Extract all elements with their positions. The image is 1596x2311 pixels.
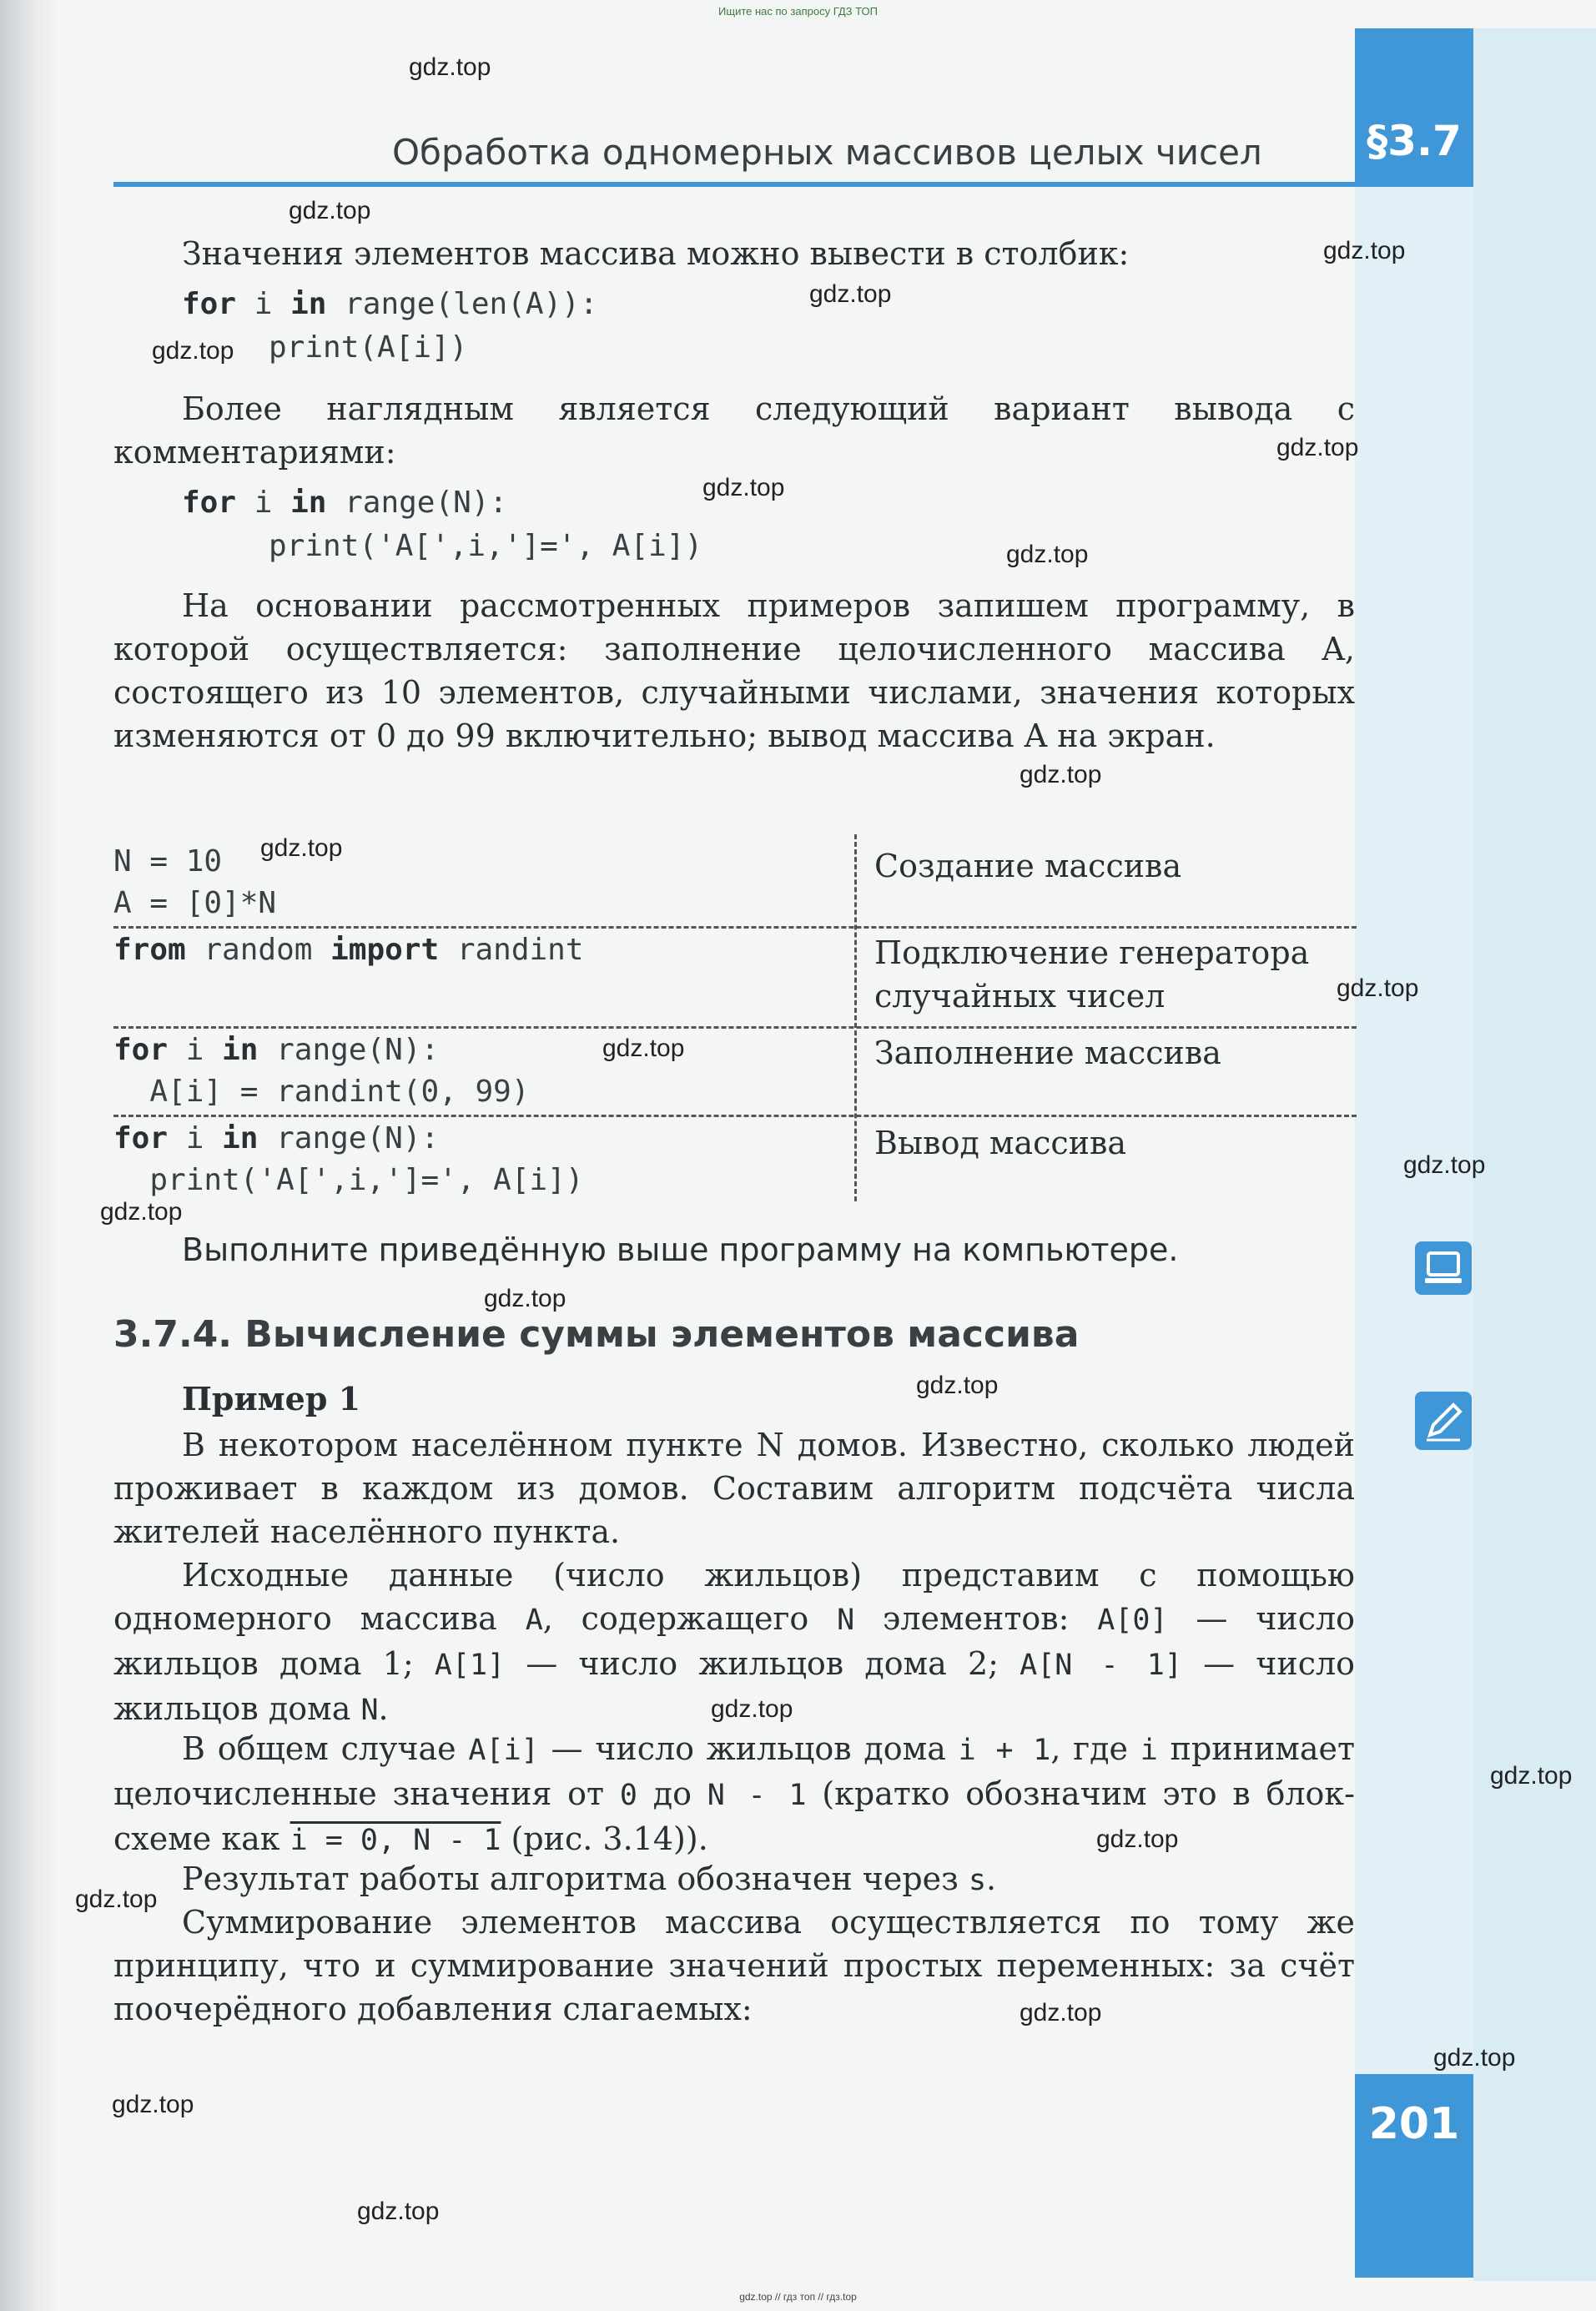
keyword: for	[113, 1121, 169, 1156]
text: (рис. 3.14)).	[501, 1820, 708, 1857]
table-column-divider	[854, 834, 857, 1201]
keyword: for	[113, 1033, 169, 1067]
paragraph-result	[113, 1857, 1355, 1902]
code-line: N = 10	[113, 844, 223, 879]
table-row-divider	[113, 926, 1357, 929]
var-s: s	[968, 1864, 987, 1897]
code-snippet-2	[182, 482, 507, 524]
book-spine-shadow	[0, 0, 58, 2311]
subsection-heading: 3.7.4. Вычисление суммы элементов массива	[113, 1313, 1080, 1356]
var-N: N	[837, 1604, 855, 1637]
watermark: gdz.top	[1020, 761, 1102, 788]
keyword: for	[182, 486, 237, 520]
code-text: range(N):	[258, 1033, 440, 1067]
text: .	[378, 1690, 389, 1727]
watermark: gdz.top	[702, 474, 785, 501]
text: — число жильцов дома	[538, 1730, 959, 1767]
code-text: i	[236, 486, 291, 520]
text: В общем случае	[182, 1730, 469, 1767]
watermark: gdz.top	[711, 1695, 793, 1723]
var-AN1: A[N - 1]	[1020, 1649, 1182, 1682]
watermark: gdz.top	[289, 197, 371, 224]
code-text: range(N):	[326, 486, 508, 520]
text: — число жильцов дома 2;	[505, 1645, 1020, 1682]
table-row-4-desc: Вывод массива	[874, 1125, 1127, 1161]
keyword: in	[290, 486, 327, 520]
code-text: i	[236, 287, 291, 321]
paragraph-example-task: В некотором населённом пункте N домов. Известно, сколько людей проживает в каждом из домов. Составим алгоритм подсчёта числа жителей населённого пункта.	[113, 1427, 1355, 1550]
code-line: print('A[',i,']=', A[i])	[113, 1163, 584, 1197]
watermark: gdz.top	[1403, 1151, 1486, 1179]
keyword: in	[290, 287, 327, 321]
text: .	[986, 1860, 997, 1897]
table-row-divider	[113, 1026, 1357, 1029]
watermark: gdz.top	[1006, 541, 1089, 568]
keyword: import	[330, 933, 440, 967]
watermark: gdz.top	[1276, 434, 1359, 461]
text: Исходные данные (число жильцов) представим с помощью одномерного массива	[113, 1557, 1355, 1637]
watermark: gdz.top	[100, 1198, 183, 1226]
text: Результат работы алгоритма обозначен через	[182, 1860, 969, 1897]
code-snippet-2-line-2: print('A[',i,']=', A[i])	[269, 529, 703, 563]
keyword: from	[113, 933, 186, 967]
var-i-plus-1: i + 1	[958, 1734, 1051, 1767]
code-text: random	[185, 933, 331, 967]
watermark: gdz.top	[809, 280, 892, 308]
table-row-3-desc: Заполнение массива	[874, 1035, 1221, 1071]
table-row-2-desc: Подключение генератора случайных чисел	[874, 934, 1310, 1015]
var-A: A	[525, 1604, 543, 1637]
var-A1: A[1]	[434, 1649, 506, 1682]
bottom-note: gdz.top // гдз топ // гдз.top	[739, 2291, 857, 2303]
var-i: i	[1140, 1734, 1158, 1767]
paragraph-summation: Суммирование элементов массива осуществляется по тому же принципу, что и суммирование значений простых переменных: за счёт поочерёдного добавления слагаемых:	[113, 1904, 1355, 2027]
margin-column	[1355, 187, 1473, 2106]
value-0: 0	[619, 1779, 637, 1812]
run-note: Выполните приведённую выше программу на компьютере.	[182, 1231, 1179, 1268]
keyword: for	[182, 287, 237, 321]
text: до	[637, 1775, 707, 1812]
text: (кратко обозначим это в блок-схеме как	[113, 1775, 1355, 1857]
watermark: gdz.top	[1337, 974, 1419, 1002]
watermark: gdz.top	[1433, 2044, 1516, 2072]
table-row-divider	[113, 1115, 1357, 1117]
header-rule	[113, 182, 1357, 187]
code-line: A = [0]*N	[113, 886, 277, 920]
code-line: A[i] = randint(0, 99)	[113, 1075, 530, 1109]
watermark: gdz.top	[484, 1285, 566, 1312]
text: , где	[1050, 1730, 1140, 1767]
watermark: gdz.top	[409, 53, 491, 81]
code-text: randint	[439, 933, 584, 967]
page-number: 201	[1368, 2099, 1460, 2149]
program-table	[113, 834, 1357, 1201]
table-row-1-code	[113, 841, 848, 924]
var-Ai: A[i]	[468, 1734, 539, 1767]
watermark: gdz.top	[602, 1035, 685, 1062]
var-A0: A[0]	[1097, 1604, 1168, 1637]
text: — число жильцов дома	[113, 1645, 1355, 1727]
computer-icon	[1415, 1241, 1472, 1295]
section-number: §3.7	[1367, 117, 1462, 165]
table-row-4-code	[113, 1118, 848, 1201]
var-N: N	[360, 1694, 379, 1727]
watermark: gdz.top	[916, 1372, 999, 1399]
top-note: Ищите нас по запросу ГДЗ ТОП	[718, 5, 878, 18]
code-snippet-1-line-2: print(A[i])	[269, 330, 468, 365]
keyword: in	[222, 1121, 259, 1156]
watermark: gdz.top	[75, 1886, 158, 1913]
text: элементов:	[854, 1600, 1098, 1637]
code-text: range(len(A)):	[326, 287, 598, 321]
watermark: gdz.top	[1490, 1762, 1573, 1790]
table-row-1-desc: Создание массива	[874, 848, 1182, 884]
paragraph-output-comments: Более наглядным является следующий вариант вывода с комментариями:	[113, 390, 1355, 471]
watermark: gdz.top	[357, 2198, 440, 2225]
keyword: in	[222, 1033, 259, 1067]
table-row-3-code	[113, 1030, 848, 1113]
pencil-icon	[1415, 1392, 1472, 1450]
margin-strip	[1473, 28, 1596, 2281]
range-notation: i = 0, N - 1	[289, 1824, 501, 1857]
watermark: gdz.top	[1323, 237, 1406, 264]
code-text: i	[168, 1121, 223, 1156]
watermark: gdz.top	[260, 834, 343, 862]
code-text: i	[168, 1033, 223, 1067]
watermark: gdz.top	[1020, 1999, 1102, 2027]
paragraph-output-column: Значения элементов массива можно вывести в столбик:	[182, 235, 1130, 272]
paragraph-program-description: На основании рассмотренных примеров запишем программу, в которой осуществляется: заполнение целочисленного массива A, состоящего из 10 элементов, случайными числами, значения которых изменяются от 0 до 99 включительно; вывод массива A на экран.	[113, 587, 1355, 754]
watermark: gdz.top	[1096, 1825, 1179, 1853]
watermark: gdz.top	[152, 337, 234, 365]
page-header-title: Обработка одномерных массивов целых чисел	[392, 132, 1262, 173]
table-row-2-code	[113, 929, 848, 971]
example-title: Пример 1	[182, 1380, 361, 1417]
text: , содержащего	[542, 1600, 838, 1637]
text: — число жильцов дома 1;	[113, 1600, 1355, 1682]
code-snippet-1	[182, 284, 598, 325]
text: принимает целочисленные значения от	[113, 1730, 1356, 1812]
code-text: range(N):	[258, 1121, 440, 1156]
value-N-1: N - 1	[707, 1779, 807, 1812]
watermark: gdz.top	[112, 2091, 194, 2118]
